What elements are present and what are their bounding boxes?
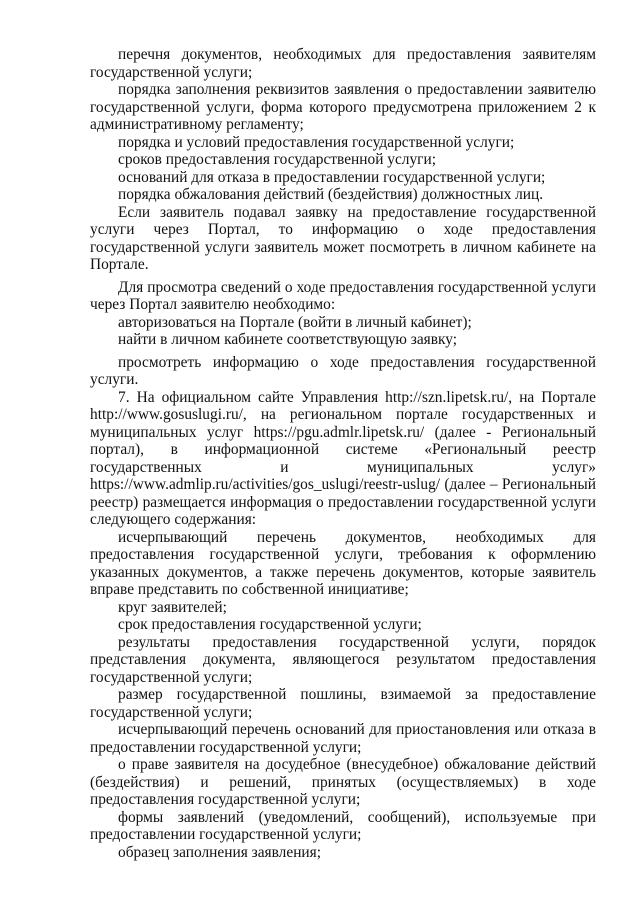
paragraph: Если заявитель подавал заявку на предоставление государственной услуги через Портал, то информацию о ходе предоставления государственной услуги заявитель может посмотреть в личном кабинете на Портале.	[90, 203, 596, 273]
paragraph: найти в личном кабинете соответствующую заявку;	[118, 331, 458, 348]
paragraph: срок предоставления государственной услуги;	[118, 616, 422, 633]
paragraph: порядка заполнения реквизитов заявления о предоставлении заявителю государственной услуги, форма которого предусмотрена приложением 2 к административному регламенту;	[90, 81, 596, 133]
paragraph: образец заполнения заявления;	[118, 843, 322, 861]
paragraph: порядка обжалования действий (бездействия) должностных лиц.	[118, 186, 544, 203]
paragraph: Для просмотра сведений о ходе предоставления государственной услуги через Портал заявителю необходимо:	[90, 278, 596, 313]
paragraph: исчерпывающий перечень документов, необходимых для предоставления государственной услуги, требования к оформлению указанных документов, а также перечень документов, которые заявитель вправе представить по собственной инициативе;	[90, 528, 596, 598]
paragraph: оснований для отказа в предоставлении государственной услуги;	[118, 168, 546, 186]
paragraph: сроков предоставления государственной услуги;	[118, 151, 437, 168]
paragraph: размер государственной пошлины, взимаемой за предоставление государственной услуги;	[90, 686, 596, 721]
paragraph: формы заявлений (уведомлений, сообщений), используемые при предоставлении государственной услуги;	[90, 808, 596, 843]
document-body	[90, 46, 596, 861]
paragraph: круг заявителей;	[118, 598, 227, 616]
paragraph: порядка и условий предоставления государственной услуги;	[118, 133, 515, 151]
paragraph: перечня документов, необходимых для предоставления заявителям государственной услуги;	[90, 46, 596, 81]
paragraph: о праве заявителя на досудебное (внесудебное) обжалование действий (бездействия) и решений, принятых (осуществляемых) в ходе предоставления государственной услуги;	[90, 756, 596, 808]
paragraph: авторизоваться на Портале (войти в личный кабинет);	[118, 313, 472, 331]
paragraph: просмотреть информацию о ходе предоставления государственной услуги.	[90, 353, 596, 388]
paragraph: исчерпывающий перечень оснований для приостановления или отказа в предоставлении государственной услуги;	[90, 721, 596, 756]
paragraph: 7. На официальном сайте Управления http://szn.lipetsk.ru/, на Портале http://www.gosuslugi.ru/, на региональном портале государственных и муниципальных услуг https://pgu.admlr.lipetsk.ru/ (далее - Региональный портал), в информационной системе «Региональный реестр государственных и муниципальных услуг» https://www.admlip.ru/activities/gos_uslugi/reestr-uslug/ (далее – Региональный реестр) размещается информация о предоставлении государственной услуги следующего содержания:	[90, 388, 596, 528]
paragraph: результаты предоставления государственной услуги, порядок представления документа, являющегося результатом предоставления государственной услуги;	[90, 633, 596, 686]
